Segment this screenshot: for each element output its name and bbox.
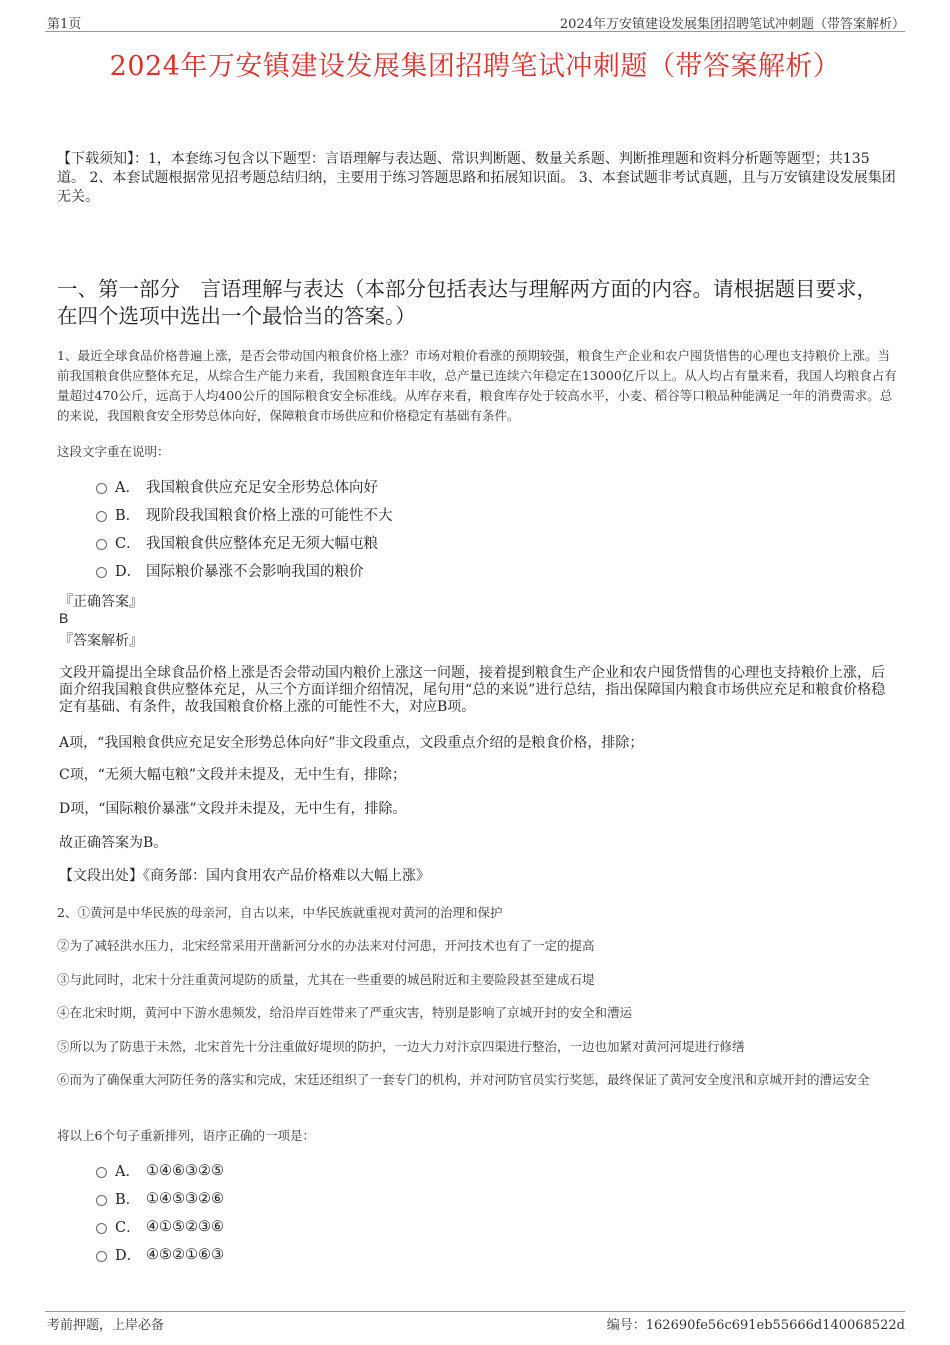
radio-icon[interactable] (96, 1195, 107, 1206)
question-2-sentence-3: ③与此同时，北宋十分注重黄河堤防的质量，尤其在一些重要的城邑附近和主要险段甚至建成石堤 (57, 972, 595, 987)
question-2-option-a[interactable] (96, 1160, 224, 1181)
option-letter: D． (115, 1248, 142, 1264)
option-letter: D． (115, 564, 142, 580)
question-1-option-d[interactable] (96, 560, 364, 581)
analysis-option-d: D项，“国际粮价暴涨”文段并未提及，无中生有，排除。 (59, 801, 407, 817)
question-2-sentence-2: ②为了减轻洪水压力，北宋经常采用开凿新河分水的办法来对付河患，开河技术也有了一定的提高 (57, 938, 595, 953)
option-text: ④⑤②①⑥③ (146, 1246, 224, 1263)
question-2-sentence-6: ⑥而为了确保重大河防任务的落实和完成，宋廷还组织了一套专门的机构，并对河防官员实行奖惩，最终保证了黄河安全度汛和京城开封的漕运安全 (57, 1072, 870, 1087)
option-text: 现阶段我国粮食价格上涨的可能性不大 (146, 508, 393, 524)
footer-slogan: 考前押题，上岸必备 (47, 1318, 165, 1333)
radio-icon[interactable] (96, 567, 107, 578)
question-2-option-b[interactable] (96, 1188, 224, 1209)
answer-label: 『正确答案』 (59, 594, 143, 610)
radio-icon[interactable] (96, 483, 107, 494)
footer-serial: 编号：162690fe56c691eb55666d140068522d (606, 1318, 905, 1333)
option-letter: B． (115, 1192, 141, 1208)
option-text: ①④⑤③②⑥ (146, 1190, 224, 1207)
option-text: 我国粮食供应充足安全形势总体向好 (146, 480, 378, 496)
question-2-sentence-1: 2、①黄河是中华民族的母亲河，自古以来，中华民族就重视对黄河的治理和保护 (57, 905, 503, 920)
section-heading: 一、第一部分 言语理解与表达（本部分包括表达与理解两方面的内容。请根据题目要求，在四个选项中选出一个最恰当的答案。） (57, 277, 877, 328)
question-2-option-d[interactable] (96, 1244, 224, 1265)
option-text: 我国粮食供应整体充足无须大幅屯粮 (146, 536, 378, 552)
question-1-option-a[interactable] (96, 476, 378, 497)
radio-icon[interactable] (96, 539, 107, 550)
source-citation: 【文段出处】《商务部：国内食用农产品价格难以大幅上涨》 (59, 868, 430, 884)
analysis-paragraph: 文段开篇提出全球食品价格上涨是否会带动国内粮价上涨这一问题，接着提到粮食生产企业和农户囤货惜售的心理也支持粮价上涨，后面介绍我国粮食供应整体充足，从三个方面详细介绍情况，尾句用“总的来说”进行总结，指出保障国内粮食市场供应充足和粮食价格稳定有基础、有条件，故我国粮食价格上涨的可能性不大，对应B项。 (59, 665, 886, 715)
footer-divider (45, 1311, 905, 1312)
question-1-option-c[interactable] (96, 532, 378, 553)
question-1-text: 1、最近全球食品价格普遍上涨，是否会带动国内粮食价格上涨？市场对粮价看涨的预期较强，粮食生产企业和农户囤货惜售的心理也支持粮价上涨。当前我国粮食供应整体充足，从综合生产能力来看，我国粮食连年丰收，总产量已连续六年稳定在13000亿斤以上。从人均占有量来看，我国人均粮食占有量超过470公斤，远高于人均400公斤的国际粮食安全标准线。从库存来看，粮食库存处于较高水平，小麦、稻谷等口粮品种能满足一年的消费需求。总的来说，我国粮食安全形势总体向好，保障粮食市场供应和价格稳定有基础有条件。 (57, 348, 897, 423)
radio-icon[interactable] (96, 511, 107, 522)
answer-value: B (59, 610, 69, 626)
header-doc-title: 2024年万安镇建设发展集团招聘笔试冲刺题（带答案解析） (559, 17, 905, 32)
question-1-option-b[interactable] (96, 504, 393, 525)
question-1-prompt: 这段文字重在说明： (57, 444, 170, 459)
question-2-sentence-5: ⑤所以为了防患于未然，北宋首先十分注重做好堤坝的防护，一边大力对汴京四渠进行整治，一边也加紧对黄河河堤进行修缮 (57, 1039, 745, 1054)
radio-icon[interactable] (96, 1251, 107, 1262)
analysis-conclusion: 故正确答案为B。 (59, 835, 168, 851)
option-letter: B． (115, 508, 141, 524)
radio-icon[interactable] (96, 1223, 107, 1234)
option-text: ①④⑥③②⑤ (146, 1162, 224, 1179)
option-letter: A． (115, 1164, 140, 1180)
option-text: 国际粮价暴涨不会影响我国的粮价 (146, 564, 364, 580)
question-2-prompt: 将以上6个句子重新排列，语序正确的一项是： (57, 1128, 315, 1143)
analysis-option-a: A项，“我国粮食供应充足安全形势总体向好”非文段重点，文段重点介绍的是粮食价格，排除； (59, 735, 644, 751)
question-2-option-c[interactable] (96, 1216, 224, 1237)
page-number: 第1页 (47, 17, 82, 32)
header-divider (45, 31, 905, 32)
analysis-label: 『答案解析』 (59, 633, 143, 649)
analysis-option-c: C项，“无须大幅屯粮”文段并未提及，无中生有，排除； (59, 767, 407, 783)
option-letter: C． (115, 536, 141, 552)
question-2-sentence-4: ④在北宋时期，黄河中下游水患频发，给沿岸百姓带来了严重灾害，特别是影响了京城开封的安全和漕运 (57, 1005, 633, 1020)
page-title: 2024年万安镇建设发展集团招聘笔试冲刺题（带答案解析） (109, 51, 841, 82)
option-letter: C． (115, 1220, 141, 1236)
radio-icon[interactable] (96, 1167, 107, 1178)
option-text: ④①⑤②③⑥ (146, 1218, 224, 1235)
download-notice: 【下载须知】：1，本套练习包含以下题型：言语理解与表达题、常识判断题、数量关系题、判断推理题和资料分析题等题型；共135道。 2、本套试题根据常见招考题总结归纳，主要用于练习答题思路和拓展知识面。 3、本套试题非考试真题，且与万安镇建设发展集团无关。 (57, 151, 896, 205)
option-letter: A． (115, 480, 140, 496)
